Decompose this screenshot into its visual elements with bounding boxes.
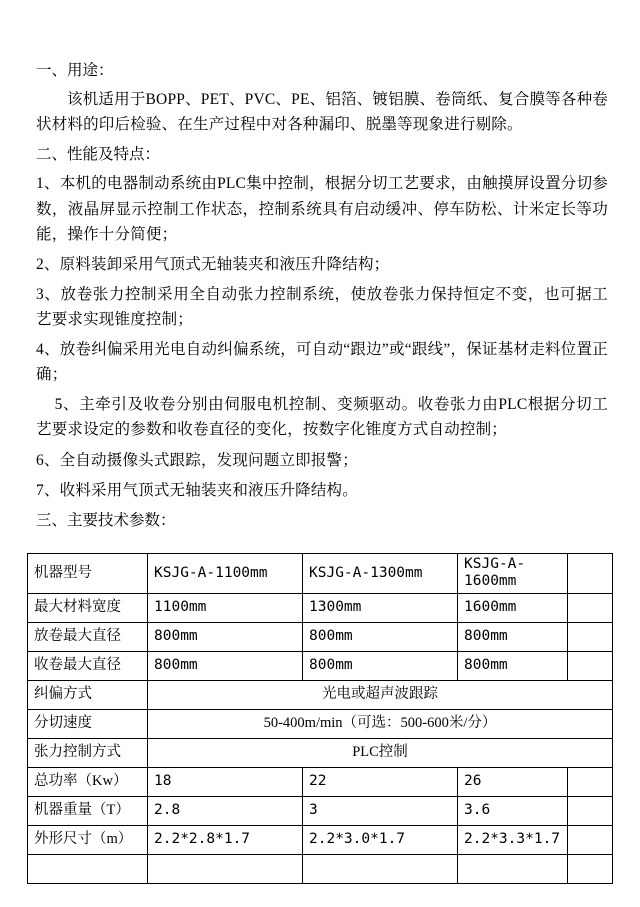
row-label: 放卷最大直径 <box>28 622 148 651</box>
row-value-1600: 800mm <box>458 651 568 680</box>
row-value-1300: 22 <box>303 767 458 796</box>
row-value-1100: 2.2*2.8*1.7 <box>148 825 303 854</box>
row-value-1300: 1300mm <box>303 593 458 622</box>
row-value-extra <box>568 767 613 796</box>
row-value-1300: 800mm <box>303 622 458 651</box>
table-row <box>28 709 613 738</box>
row-value-extra <box>568 825 613 854</box>
feature-item-6: 6、全自动摄像头式跟踪，发现问题立即报警； <box>36 451 358 469</box>
row-value-1100: 18 <box>148 767 303 796</box>
table-row <box>28 767 613 796</box>
feature-item-7: 7、收料采用气顶式无轴装夹和液压升降结构。 <box>36 481 358 499</box>
row-value-1600: 26 <box>458 767 568 796</box>
section-heading-features: 二、性能及特点： <box>36 146 161 164</box>
table-row <box>28 622 613 651</box>
row-value-extra <box>568 854 613 883</box>
row-value-1100 <box>148 854 303 883</box>
table-row <box>28 680 613 709</box>
row-value-merged: PLC控制 <box>148 738 613 767</box>
table-row <box>28 738 613 767</box>
row-value-merged: 光电或超声波跟踪 <box>148 680 613 709</box>
table-row <box>28 796 613 825</box>
row-label: 机器型号 <box>28 554 148 594</box>
row-label: 最大材料宽度 <box>28 593 148 622</box>
row-label: 纠偏方式 <box>28 680 148 709</box>
table-row <box>28 651 613 680</box>
document-body <box>36 58 608 537</box>
row-value-extra <box>568 622 613 651</box>
row-value-1100: 2.8 <box>148 796 303 825</box>
paragraph-usage-body: 该机适用于BOPP、PET、PVC、PE、铝箔、镀铝膜、卷筒纸、复合膜等各种卷状材料的印后检验、在生产过程中对各种漏印、脱墨等现象进行剔除。 <box>36 91 608 134</box>
row-value-1300 <box>303 854 458 883</box>
table-row <box>28 554 613 594</box>
row-value-1100: 800mm <box>148 651 303 680</box>
row-value-1600: 800mm <box>458 622 568 651</box>
feature-item-3: 3、放卷张力控制采用全自动张力控制系统，使放卷张力保持恒定不变，也可据工艺要求实现锥度控制； <box>36 285 608 328</box>
row-value-1100: KSJG-A-1100mm <box>148 554 303 594</box>
row-label: 分切速度 <box>28 709 148 738</box>
row-value-extra <box>568 796 613 825</box>
row-value-1600: 1600mm <box>458 593 568 622</box>
table-row <box>28 854 613 883</box>
table-row <box>28 593 613 622</box>
row-value-1300: KSJG-A-1300mm <box>303 554 458 594</box>
row-label: 张力控制方式 <box>28 738 148 767</box>
row-label <box>28 854 148 883</box>
section-heading-usage: 一、用途： <box>36 62 114 79</box>
row-value-1300: 3 <box>303 796 458 825</box>
row-label: 收卷最大直径 <box>28 651 148 680</box>
row-value-extra <box>568 651 613 680</box>
section-heading-specs: 三、主要技术参数： <box>36 511 176 529</box>
feature-item-1: 1、本机的电器制动系统由PLC集中控制，根据分切工艺要求，由触摸屏设置分切参数，液晶屏显示控制工作状态，控制系统具有启动缓冲、停车防松、计米定长等功能，操作十分简便； <box>36 175 608 243</box>
row-value-1600: 3.6 <box>458 796 568 825</box>
row-value-1100: 800mm <box>148 622 303 651</box>
row-value-1600: KSJG-A-1600mm <box>458 554 568 594</box>
row-value-1300: 2.2*3.0*1.7 <box>303 825 458 854</box>
row-label: 机器重量（T） <box>28 796 148 825</box>
row-label: 总功率（Kw） <box>28 767 148 796</box>
table-row <box>28 825 613 854</box>
specifications-table-container <box>27 553 612 884</box>
row-value-1300: 800mm <box>303 651 458 680</box>
row-value-1600 <box>458 854 568 883</box>
feature-item-2: 2、原料装卸采用气顶式无轴装夹和液压升降结构； <box>36 255 390 273</box>
row-value-merged: 50-400m/min（可选：500-600米/分） <box>148 709 613 738</box>
row-value-1600: 2.2*3.3*1.7 <box>458 825 568 854</box>
feature-item-4: 4、放卷纠偏采用光电自动纠偏系统，可自动“跟边”或“跟线”，保证基材走料位置正确； <box>36 341 608 384</box>
row-value-1100: 1100mm <box>148 593 303 622</box>
row-value-extra <box>568 554 613 594</box>
row-value-extra <box>568 593 613 622</box>
row-label: 外形尺寸（m） <box>28 825 148 854</box>
specifications-table <box>27 553 613 884</box>
feature-item-5: 5、主牵引及收卷分别由伺服电机控制、变频驱动。收卷张力由PLC根据分切工艺要求设定的参数和收卷直径的变化，按数字化锥度方式自动控制； <box>36 396 608 439</box>
